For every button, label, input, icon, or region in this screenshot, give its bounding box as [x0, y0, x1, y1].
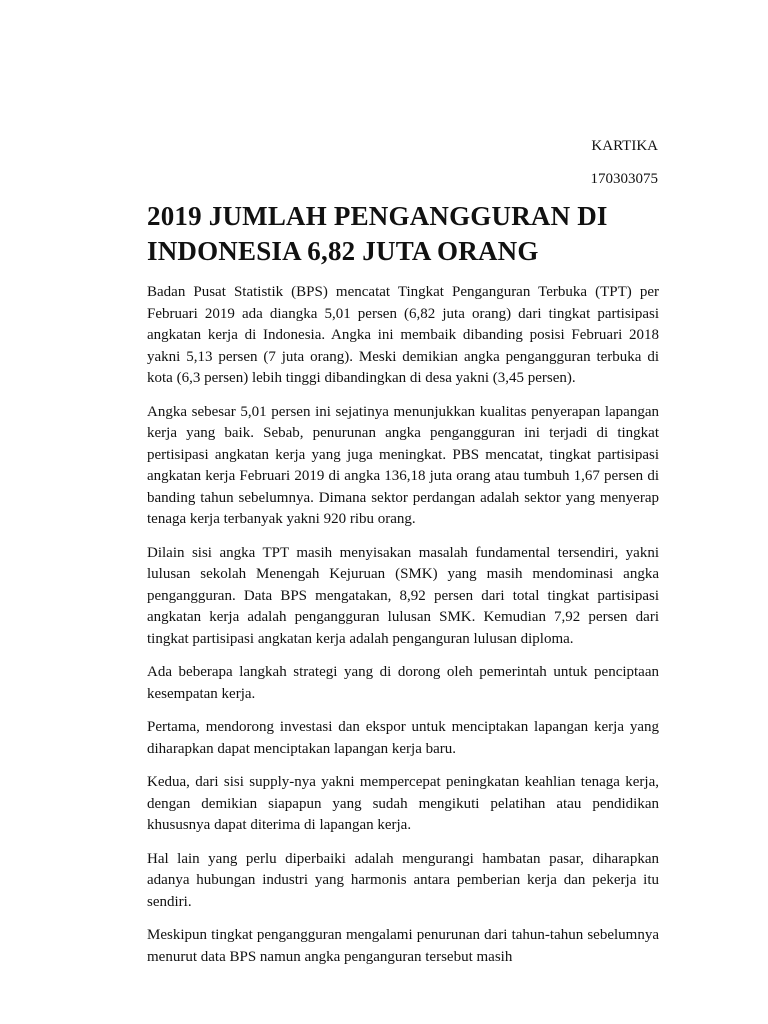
paragraph-2: Angka sebesar 5,01 persen ini sejatinya menunjukkan kualitas penyerapan lapangan kerja yang baik. Sebab, penurunan angka pengangguran ini terjadi di tingkat pertisipasi angkatan kerja yang juga meningkat. PBS mencatat, tingkat partisipasi angkatan kerja Februari 2019 di angka 136,18 juta orang atau tumbuh 1,67 persen di banding tahun sebelumnya. Dimana sektor perdangan adalah sektor yang menyerap tenaga kerja terbanyak yakni 920 ribu orang. [147, 403, 659, 527]
student-id: 170303075 [590, 171, 658, 187]
paragraph-6: Kedua, dari sisi supply-nya yakni mempercepat peningkatan keahlian tenaga kerja, dengan demikian siapapun yang sudah mengikuti pelatihan atau pendidikan khususnya dapat diterima di lapangan kerja. [147, 774, 659, 833]
document-title: 2019 JUMLAH PENGANGGURAN DI INDONESIA 6,82 JUTA ORANG [147, 201, 608, 266]
paragraph-8: Meskipun tingkat pengangguran mengalami penurunan dari tahun-tahun sebelumnya menurut data BPS namun angka penganguran tersebut masih [147, 927, 659, 965]
document-body [147, 282, 659, 980]
paragraph-1: Badan Pusat Statistik (BPS) mencatat Tingkat Penganguran Terbuka (TPT) per Februari 2019 ada diangka 5,01 persen (6,82 juta orang) dari tingkat partisipasi angkatan kerja di Indonesia. Angka ini membaik dibanding posisi Februari 2018 yakni 5,13 persen (7 juta orang). Meski demikian angka pengangguran terbuka di kota (6,3 persen) lebih tinggi dibandingkan di desa yakni (3,45 persen). [147, 284, 659, 386]
author-info [591, 137, 659, 203]
paragraph-5: Pertama, mendorong investasi dan ekspor untuk menciptakan lapangan kerja yang diharapkan dapat menciptakan lapangan kerja baru. [147, 719, 659, 757]
paragraph-3: Dilain sisi angka TPT masih menyisakan masalah fundamental tersendiri, yakni lulusan sekolah Menengah Kejuruan (SMK) yang masih mendominasi angka pengangguran. Data BPS mengatakan, 8,92 persen dari total tingkat partisipasi angkatan kerja adalah pengangguran lulusan SMK. Kemudian 7,92 persen dari tingkat partisipasi angkatan kerja adalah penganguran lulusan diploma. [147, 544, 659, 647]
paragraph-7: Hal lain yang perlu diperbaiki adalah mengurangi hambatan pasar, diharapkan adanya hubungan industri yang harmonis antara pemberian kerja dan pekerja itu sendiri. [147, 850, 659, 910]
paragraph-4: Ada beberapa langkah strategi yang di dorong oleh pemerintah untuk penciptaan kesempatan kerja. [147, 664, 659, 702]
author-name: KARTIKA [591, 138, 658, 154]
